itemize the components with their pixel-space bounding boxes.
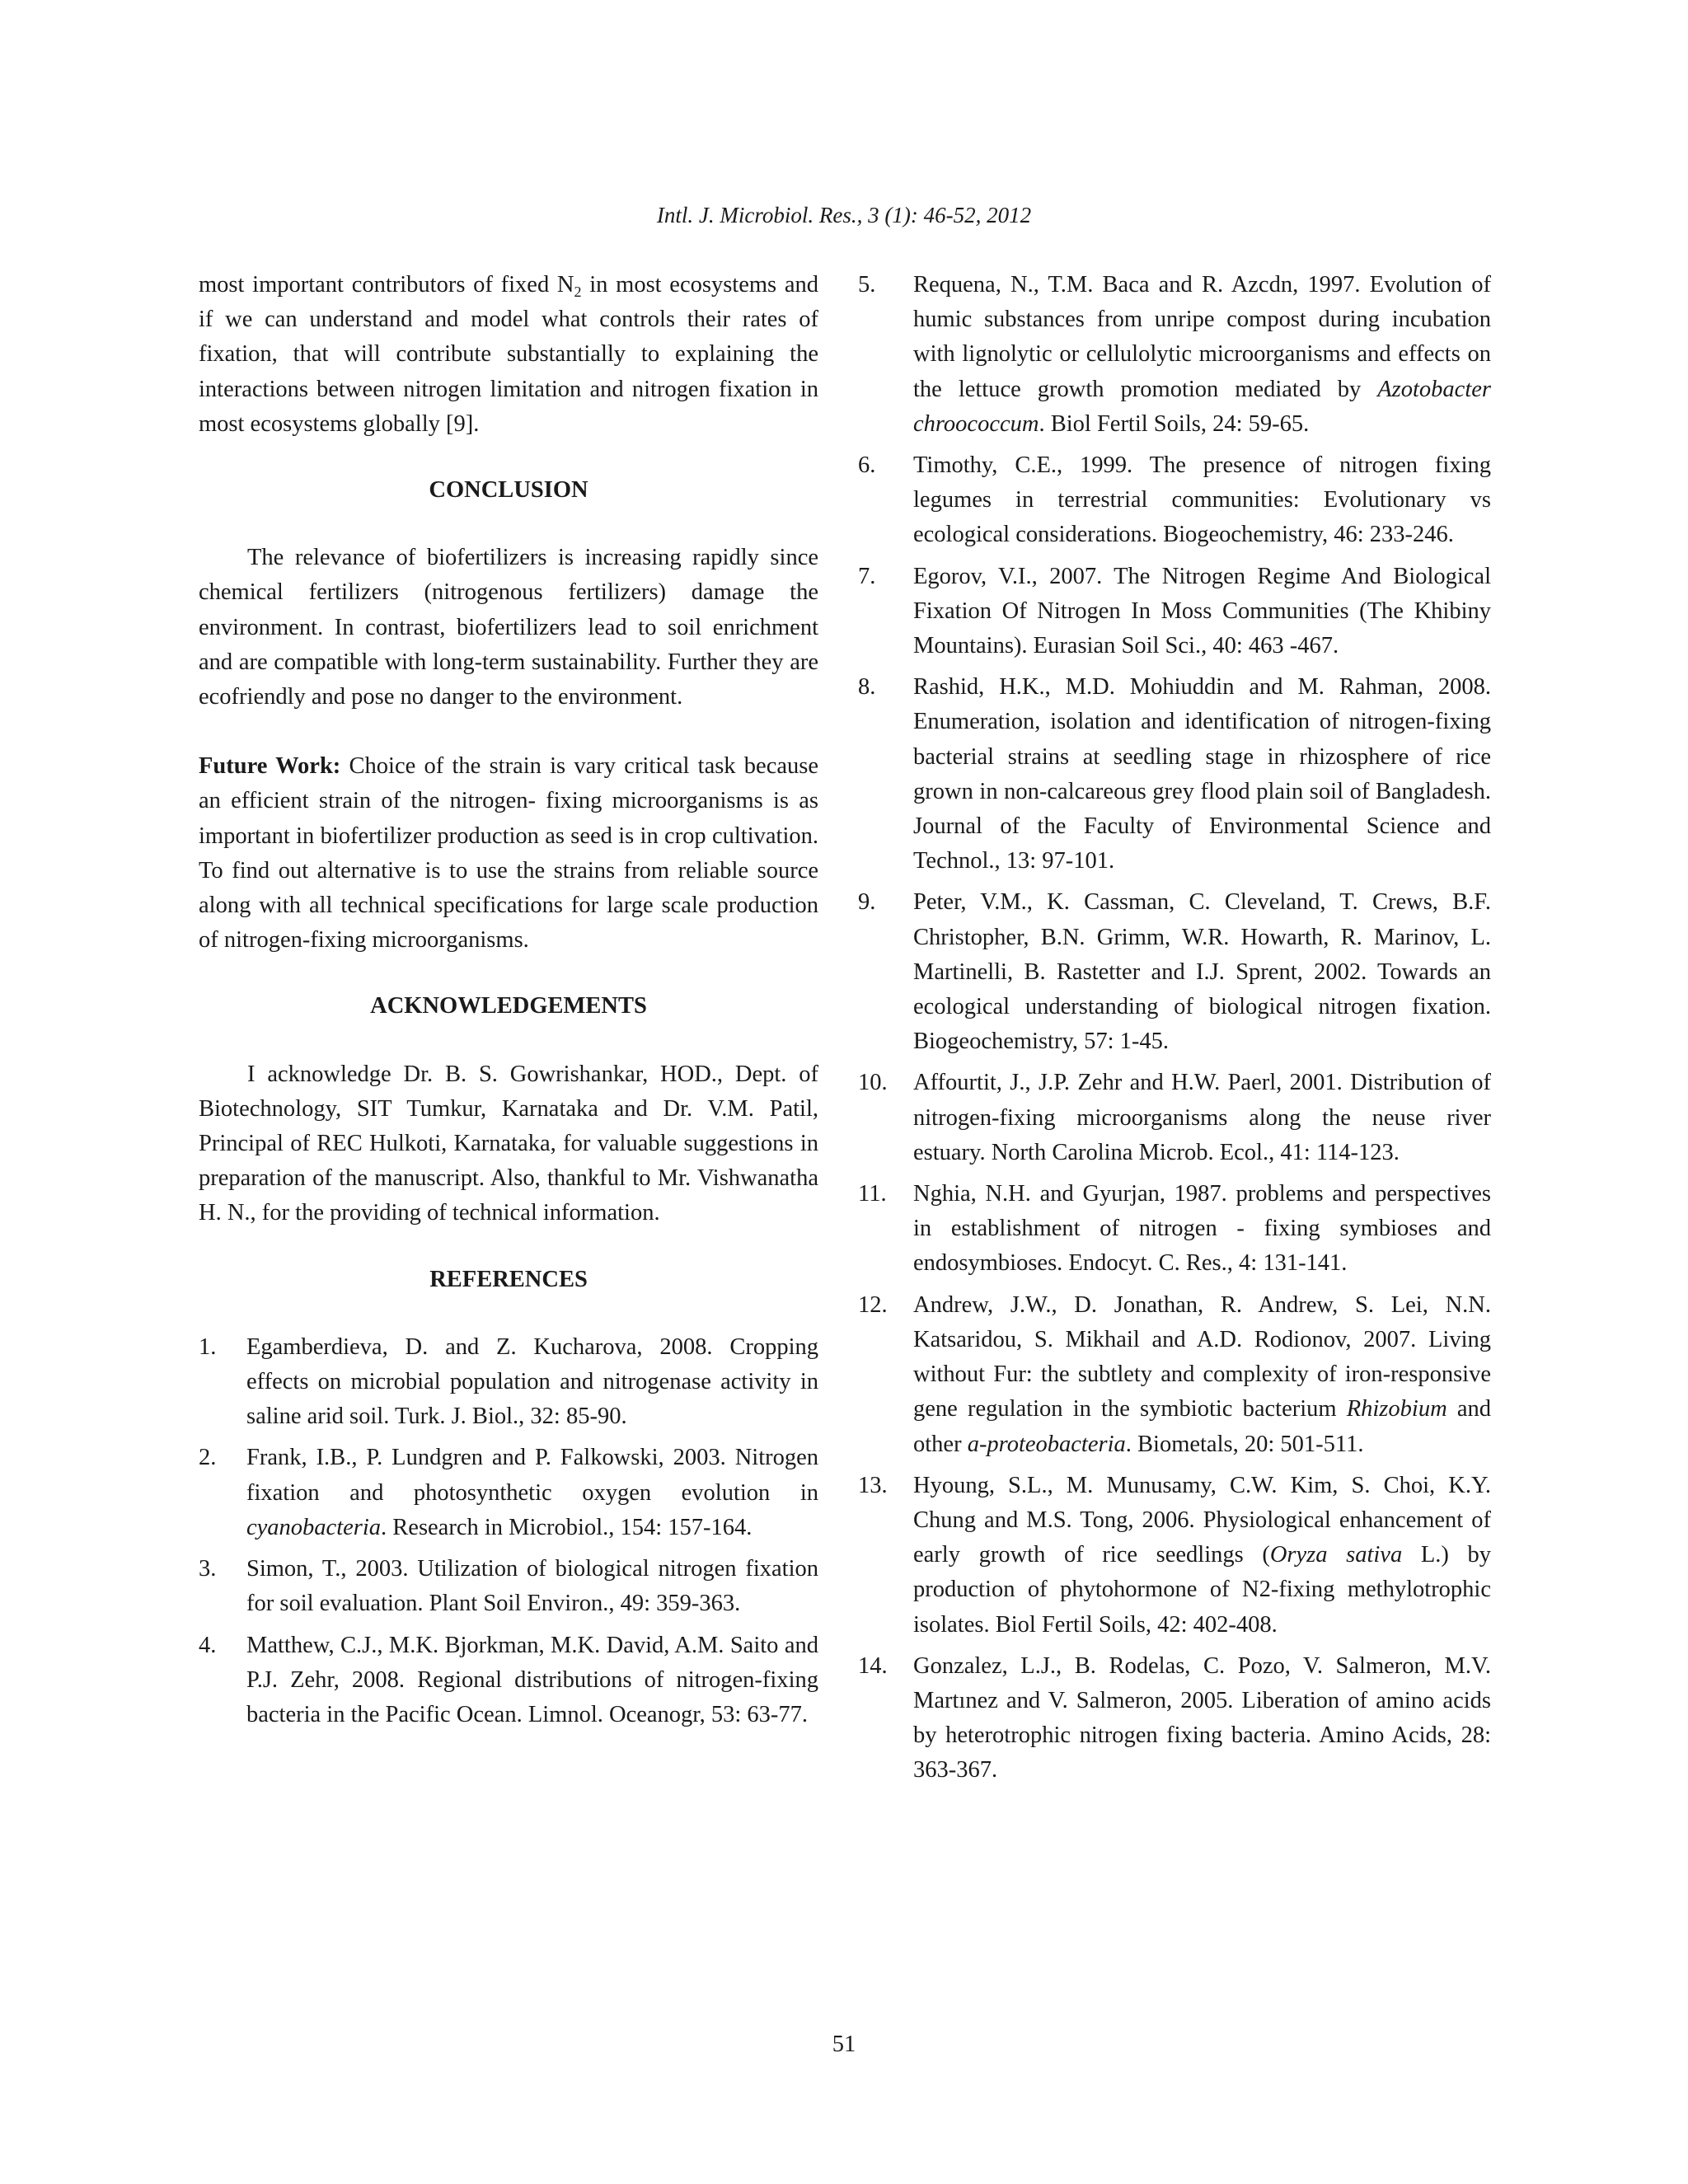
reference-item: 11. Nghia, N.H. and Gyurjan, 1987. problems and perspectives in establishment of nitrogen - fixing symbioses and endosymbioses. Endocyt. C. Res., 4: 131-141.	[858, 1181, 1491, 1277]
reference-item: 12. Andrew, J.W., D. Jonathan, R. Andrew, S. Lei, N.N. Katsaridou, S. Mikhail and A.D. Rodionov, 2007. Living without Fur: the subtlety and complexity of iron-responsive gene regulation in the symbiotic bacterium Rhizobium and other a-proteobacteria. Biometals, 20: 501-511.	[858, 1291, 1491, 1457]
reference-item: 10. Affourtit, J., J.P. Zehr and H.W. Paerl, 2001. Distribution of nitrogen-fixing microorganisms along the neuse river estuary. North Carolina Microb. Ecol., 41: 114-123.	[858, 1070, 1491, 1165]
conclusion-heading: CONCLUSION	[429, 477, 588, 504]
acknowledgements-paragraph: I acknowledge Dr. B. S. Gowrishankar, HOD., Dept. of Biotechnology, SIT Tumkur, Karnataka and Dr. V.M. Patil, Principal of REC Hulkoti, Karnataka, for valuable suggestions in preparation of the manuscript. Also, thankful to Mr. Vishwanatha H. N., for the providing of technical information.	[199, 1061, 818, 1226]
acknowledgements-heading: ACKNOWLEDGEMENTS	[370, 993, 647, 1019]
reference-item: 8. Rashid, H.K., M.D. Mohiuddin and M. Rahman, 2008. Enumeration, isolation and identification of nitrogen-fixing bacterial strains at seedling stage in rhizosphere of rice grown in non-calcareous grey flood plain soil of Bangladesh. Journal of the Faculty of Environmental Science and Technol., 13: 97-101.	[858, 674, 1491, 874]
reference-item: 9. Peter, V.M., K. Cassman, C. Cleveland, T. Crews, B.F. Christopher, B.N. Grimm, W.R. Howarth, R. Marinov, L. Martinelli, B. Rastetter and I.J. Sprent, 2002. Towards an ecological understanding of biological nitrogen fixation. Biogeochemistry, 57: 1-45.	[858, 889, 1491, 1055]
future-work-label: Future Work:	[199, 753, 341, 780]
reference-item: 4. Matthew, C.J., M.K. Bjorkman, M.K. David, A.M. Saito and P.J. Zehr, 2008. Regional distributions of nitrogen-fixing bacteria in the Pacific Ocean. Limnol. Oceanogr, 53: 63-77.	[199, 1632, 818, 1727]
reference-item: 3. Simon, T., 2003. Utilization of biological nitrogen fixation for soil evaluation. Plant Soil Environ., 49: 359-363.	[199, 1556, 818, 1617]
references-heading: REFERENCES	[429, 1266, 588, 1292]
reference-list-left	[199, 1330, 818, 1732]
page-number: 51	[832, 2032, 856, 2057]
reference-item: 13. Hyoung, S.L., M. Munusamy, C.W. Kim, S. Choi, K.Y. Chung and M.S. Tong, 2006. Physiological enhancement of early growth of rice seedlings (Oryza sativa L.) by production of phytohormone of N2-fixing methylotrophic isolates. Biol Fertil Soils, 42: 402-408.	[858, 1472, 1491, 1638]
reference-item: 5. Requena, N., T.M. Baca and R. Azcdn, 1997. Evolution of humic substances from unripe compost during incubation with lignolytic or cellulolytic microorganisms and effects on the lettuce growth promotion mediated by Azotobacter chroococcum. Biol Fertil Soils, 24: 59-65.	[858, 272, 1491, 437]
left-column	[199, 268, 818, 1739]
running-head: Intl. J. Microbiol. Res., 3 (1): 46-52, 2012	[656, 203, 1032, 227]
reference-item: 14. Gonzalez, L.J., B. Rodelas, C. Pozo, V. Salmeron, M.V. Martınez and V. Salmeron, 2005. Liberation of amino acids by heterotrophic nitrogen fixing bacteria. Amino Acids, 28: 363-367.	[858, 1652, 1491, 1783]
intro-continuation-paragraph: most important contributors of fixed $N_2$ in most ecosystems and if we can understand and model what controls their rates of fixation, that will contribute substantially to explaining the interactions between nitrogen limitation and nitrogen fixation in most ecosystems globally [9].	[199, 272, 818, 437]
future-work-paragraph: Future Work: Choice of the strain is vary critical task because an efficient strain of the nitrogen- fixing microorganisms is as important in biofertilizer production as seed is in crop cultivation. To find out alternative is to use the strains from reliable source along with all technical specifications for large scale production of nitrogen-fixing microorganisms.	[199, 753, 818, 954]
reference-item: 6. Timothy, C.E., 1999. The presence of nitrogen fixing legumes in terrestrial communities: Evolutionary vs ecological considerations. Biogeochemistry, 46: 233-246.	[858, 452, 1491, 548]
reference-list-right	[858, 268, 1491, 1788]
right-column	[858, 268, 1491, 1795]
reference-item: 7. Egorov, V.I., 2007. The Nitrogen Regime And Biological Fixation Of Nitrogen In Moss Communities (The Khibiny Mountains). Eurasian Soil Sci., 40: 463 -467.	[858, 563, 1491, 659]
reference-item: 2. Frank, I.B., P. Lundgren and P. Falkowski, 2003. Nitrogen fixation and photosynthetic oxygen evolution in cyanobacteria. Research in Microbiol., 154: 157-164.	[199, 1445, 818, 1540]
conclusion-paragraph: The relevance of biofertilizers is increasing rapidly since chemical fertilizers (nitrogenous fertilizers) damage the environment. In contrast, biofertilizers lead to soil enrichment and are compatible with long-term sustainability. Further they are ecofriendly and pose no danger to the environment.	[199, 545, 818, 710]
reference-item: 1. Egamberdieva, D. and Z. Kucharova, 2008. Cropping effects on microbial population and nitrogenase activity in saline arid soil. Turk. J. Biol., 32: 85-90.	[199, 1333, 818, 1430]
